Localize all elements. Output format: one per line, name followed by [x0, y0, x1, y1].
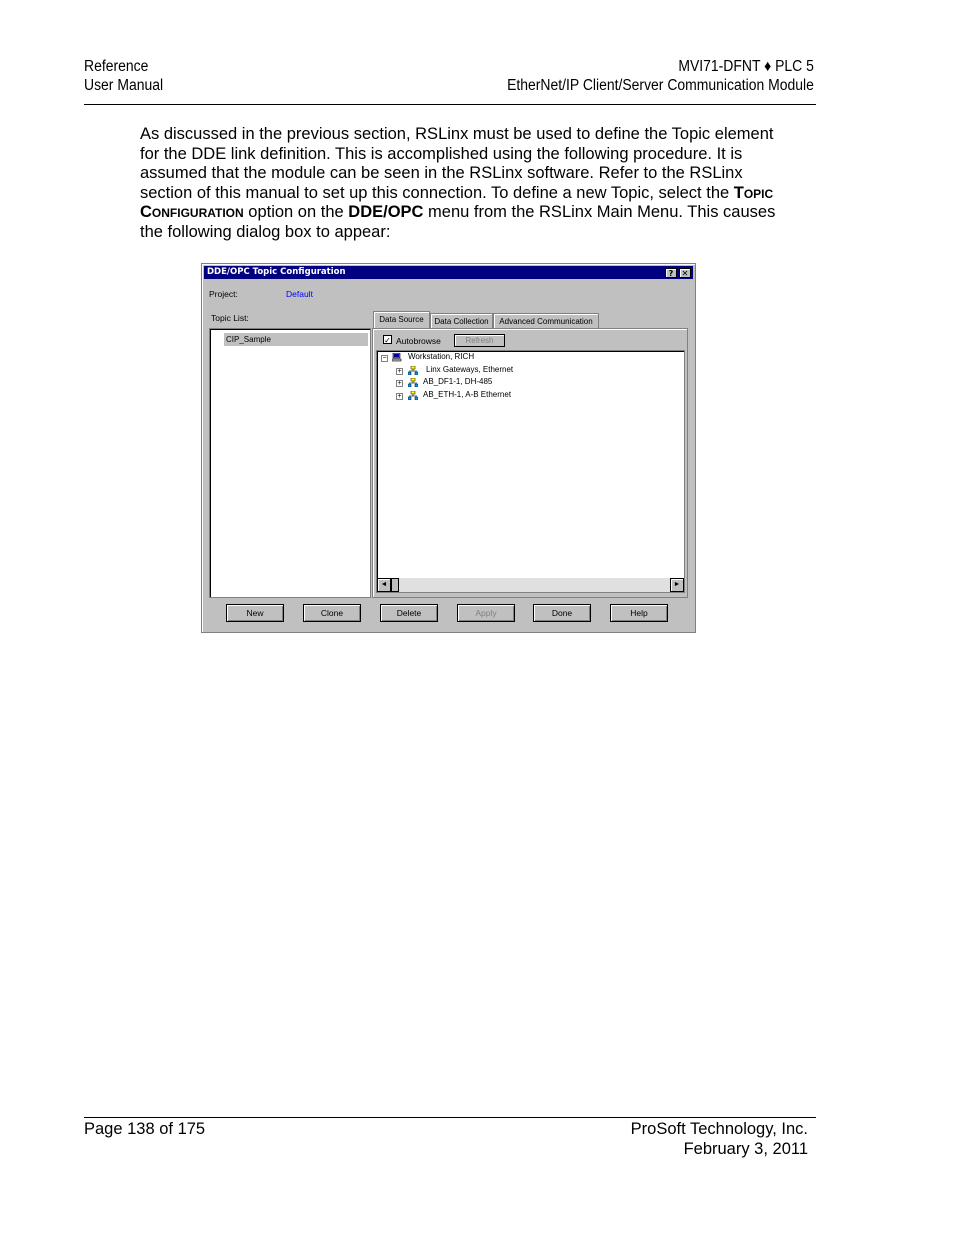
- help-button[interactable]: Help: [610, 604, 668, 622]
- header-left: [84, 57, 163, 95]
- topic-list-label: Topic List:: [211, 313, 249, 323]
- dialog-title: DDE/OPC Topic Configuration: [207, 267, 346, 277]
- footer-right: [631, 1119, 808, 1159]
- expand-icon[interactable]: +: [397, 368, 402, 375]
- tab-data-collection[interactable]: Data Collection: [430, 313, 493, 328]
- dialog-titlebar: [204, 266, 693, 279]
- body-text-part3: menu from the RSLinx Main Menu. This causes the following dialog box to appear:: [140, 203, 776, 241]
- header-right: [507, 57, 814, 95]
- autobrowse-label: Autobrowse: [396, 336, 441, 346]
- tree-item-linx-gateways[interactable]: Linx Gateways, Ethernet: [426, 365, 514, 374]
- body-topic-configuration: Topic Configuration: [140, 183, 774, 222]
- clone-button[interactable]: Clone: [303, 604, 361, 622]
- body-text-part2: option on the: [243, 203, 349, 222]
- data-source-tree[interactable]: [376, 350, 685, 593]
- header-product: MVI71-DFNT ♦ PLC 5: [678, 58, 814, 75]
- body-paragraph: [140, 125, 780, 243]
- topic-list-item[interactable]: CIP_Sample: [224, 333, 368, 346]
- tree-item-ab-eth[interactable]: AB_ETH-1, A-B Ethernet: [423, 390, 512, 399]
- project-value: Default: [286, 289, 313, 299]
- footer-date: February 3, 2011: [683, 1140, 808, 1158]
- collapse-icon[interactable]: −: [382, 355, 387, 362]
- apply-button[interactable]: Apply: [457, 604, 515, 622]
- body-text-part1: As discussed in the previous section, RSLinx must be used to define the Topic element for the DDE link definition. This is accomplished using the following procedure. It is assumed that the module can be seen in the RSLinx software. Refer to the RSLinx section of this manual to set up this connection. To define a new Topic, select the: [140, 125, 774, 202]
- new-button[interactable]: New: [226, 604, 284, 622]
- refresh-button[interactable]: Refresh: [454, 334, 505, 347]
- header-section: Reference: [84, 58, 149, 75]
- header-rule: [84, 104, 816, 105]
- horizontal-scrollbar[interactable]: [377, 578, 684, 592]
- network-icon: [408, 391, 418, 400]
- page-number: Page 138 of 175: [84, 1120, 206, 1138]
- done-button[interactable]: Done: [533, 604, 591, 622]
- header-product-desc: EtherNet/IP Client/Server Communication Module: [507, 77, 814, 94]
- tab-advanced-communication[interactable]: Advanced Communication: [493, 313, 599, 328]
- tree-item-ab-df1[interactable]: AB_DF1-1, DH-485: [423, 377, 493, 386]
- tree-item-workstation[interactable]: Workstation, RICH: [408, 352, 475, 361]
- autobrowse-checkbox[interactable]: ✓: [384, 336, 391, 345]
- help-icon[interactable]: ?: [665, 268, 677, 278]
- project-label: Project:: [209, 289, 238, 299]
- footer-company: ProSoft Technology, Inc.: [630, 1120, 808, 1138]
- delete-button[interactable]: Delete: [380, 604, 438, 622]
- expand-icon[interactable]: +: [397, 380, 402, 387]
- body-dde-opc: DDE/OPC: [348, 203, 424, 222]
- scrollbar-thumb[interactable]: [391, 578, 399, 592]
- header-doc-type: User Manual: [84, 77, 164, 94]
- expand-icon[interactable]: +: [397, 393, 402, 400]
- scroll-right-icon[interactable]: ►: [670, 578, 684, 592]
- topic-list[interactable]: [209, 328, 371, 598]
- workstation-icon: [392, 353, 402, 362]
- network-icon: [408, 378, 418, 387]
- scroll-left-icon[interactable]: ◄: [377, 578, 391, 592]
- footer-rule: [84, 1117, 816, 1118]
- tab-data-source[interactable]: Data Source: [373, 311, 430, 329]
- close-icon[interactable]: ✕: [679, 268, 691, 278]
- network-icon: [408, 366, 418, 375]
